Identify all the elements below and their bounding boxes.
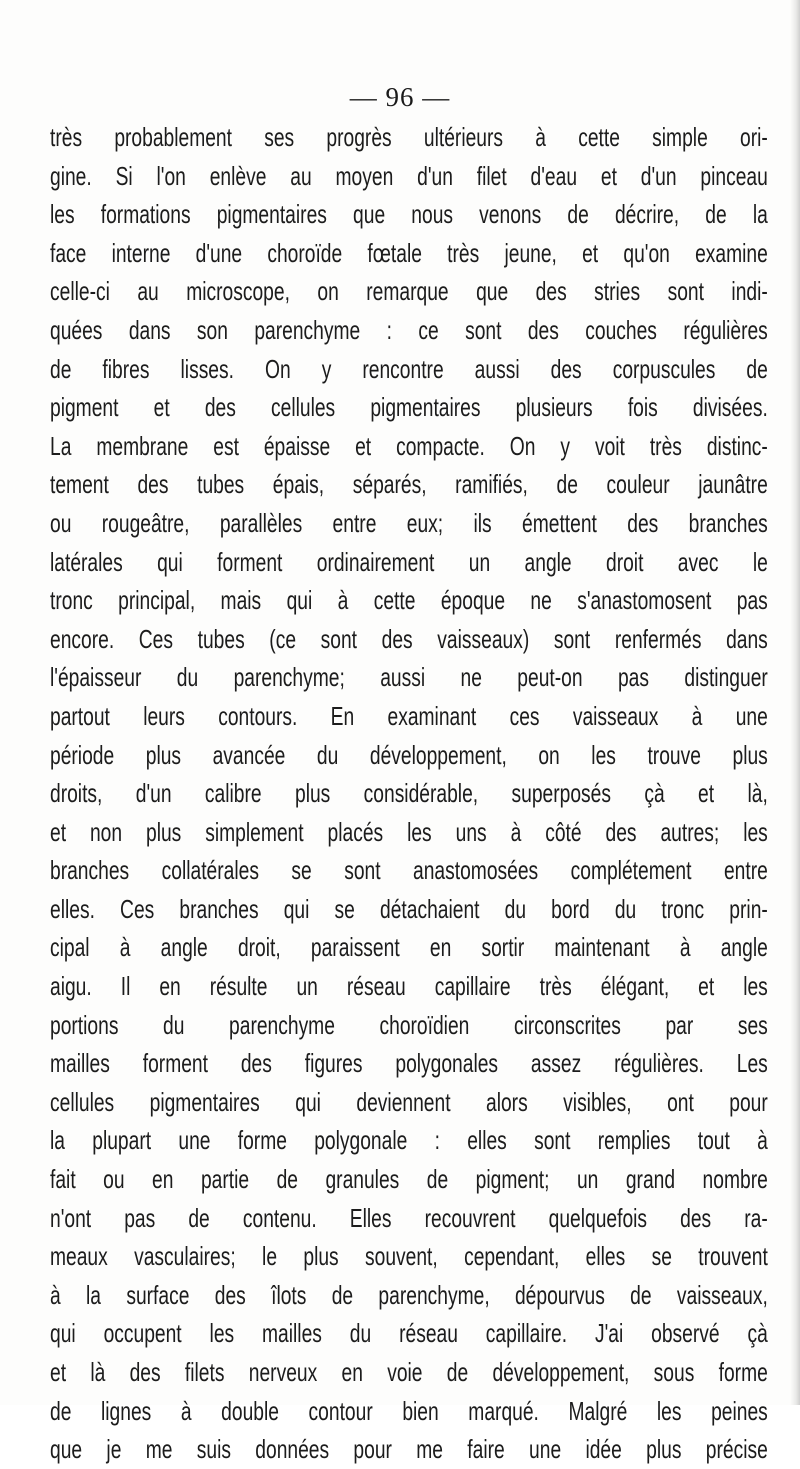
text-line: latérales qui forment ordinairement un angle droit avec le xyxy=(50,546,768,577)
text-line: ou rougeâtre, parallèles entre eux; ils émettent des branches xyxy=(50,507,768,538)
text-line: la plupart une forme polygonale : elles sont remplies tout à xyxy=(50,1125,768,1156)
text-line: qui occupent les mailles du réseau capillaire. J'ai observé çà xyxy=(50,1318,768,1349)
text-line: et là des filets nerveux en voie de développement, sous forme xyxy=(50,1357,768,1387)
text-line: branches collatérales se sont anastomosées complétement entre xyxy=(50,855,768,886)
page-number: — 96 — xyxy=(349,82,451,112)
text-line: aigu. Il en résulte un réseau capillaire très élégant, et les xyxy=(50,971,768,1002)
text-line: de lignes à double contour bien marqué. Malgré les peines xyxy=(50,1395,768,1426)
text-line: quées dans son parenchyme : ce sont des couches régulières xyxy=(50,314,768,345)
text-line: les formations pigmentaires que nous venons de décrire, de la xyxy=(50,199,768,230)
text-line: gine. Si l'on enlève au moyen d'un filet d'eau et d'un pinceau xyxy=(50,160,768,191)
page-edge-shadow xyxy=(790,0,800,1405)
text-line: partout leurs contours. En examinant ces vaisseaux à une xyxy=(50,700,768,731)
text-line: portions du parenchyme choroïdien circonscrites par ses xyxy=(50,1009,768,1040)
text-line: celle-ci au microscope, on remarque que des stries sont indi- xyxy=(50,276,768,307)
text-line: La membrane est épaisse et compacte. On y voit très distinc- xyxy=(50,430,768,461)
text-line: à la surface des îlots de parenchyme, dépourvus de vaisseaux, xyxy=(50,1279,768,1310)
text-line: l'épaisseur du parenchyme; aussi ne peut-on pas distinguer xyxy=(50,662,768,693)
text-line: droits, d'un calibre plus considérable, superposés çà et là, xyxy=(50,778,768,809)
text-line: très probablement ses progrès ultérieurs à cette simple ori- xyxy=(50,122,768,152)
text-line: mailles forment des figures polygonales assez régulières. Les xyxy=(50,1048,768,1079)
text-line: que je me suis données pour me faire une idée plus précise xyxy=(50,1434,768,1465)
text-line: face interne d'une choroïde fœtale très jeune, et qu'on examine xyxy=(50,237,768,268)
text-line: et non plus simplement placés les uns à côté des autres; les xyxy=(50,816,768,847)
text-line: de fibres lisses. On y rencontre aussi des corpuscules de xyxy=(50,353,768,384)
text-line: encore. Ces tubes (ce sont des vaisseaux) sont renfermés dans xyxy=(50,623,768,654)
text-line: pigment et des cellules pigmentaires plusieurs fois divisées. xyxy=(50,392,768,423)
text-line: elles. Ces branches qui se détachaient du bord du tronc prin- xyxy=(50,893,768,924)
body-text xyxy=(50,118,768,1469)
text-line: cipal à angle droit, paraissent en sortir maintenant à angle xyxy=(50,932,768,963)
text-line: tronc principal, mais qui à cette époque ne s'anastomosent pas xyxy=(50,585,768,616)
text-line: période plus avancée du développement, on les trouve plus xyxy=(50,739,768,770)
text-line: n'ont pas de contenu. Elles recouvrent quelquefois des ra- xyxy=(50,1202,768,1233)
text-line: meaux vasculaires; le plus souvent, cependant, elles se trouvent xyxy=(50,1241,768,1272)
text-line: tement des tubes épais, séparés, ramifiés, de couleur jaunâtre xyxy=(50,469,768,500)
text-line: cellules pigmentaires qui deviennent alors visibles, ont pour xyxy=(50,1086,768,1117)
text-line: fait ou en partie de granules de pigment; un grand nombre xyxy=(50,1164,768,1195)
